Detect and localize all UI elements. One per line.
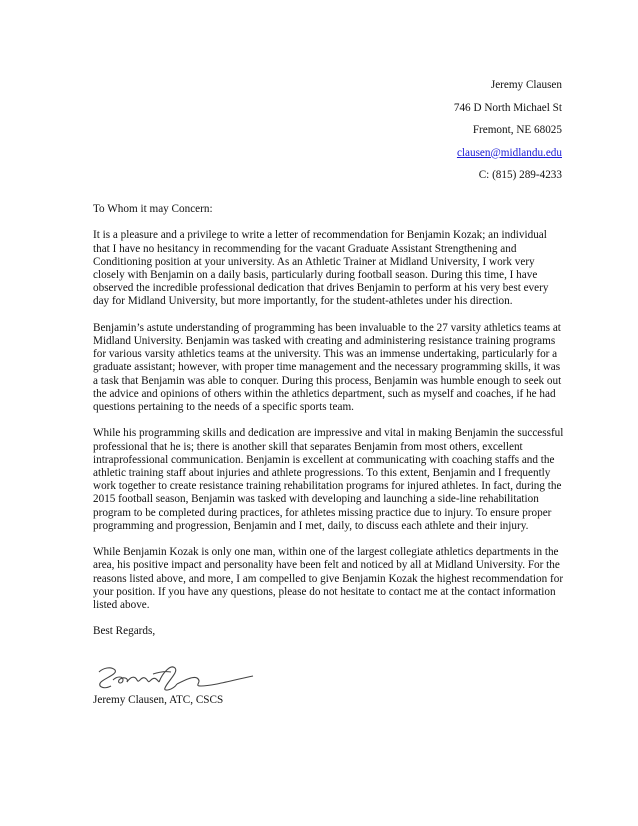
handwritten-signature bbox=[93, 660, 263, 696]
signer-name: Jeremy Clausen, ATC, CSCS bbox=[93, 694, 224, 706]
salutation: To Whom it may Concern: bbox=[93, 203, 213, 215]
closing: Best Regards, bbox=[93, 625, 156, 638]
sender-email-link[interactable]: clausen@midlandu.edu bbox=[456, 146, 562, 159]
paragraph-3: While his programming skills and dedication are impressive and vital in making Benjamin the successful professional that he is; there is another skill that separates Benjamin from most others, excellent intraprofessional communication. Benjamin is excellent at communicating with coaching staffs and the athletic training staff about injuries and athlete progressions. To this extent, Benjamin and I frequently work together to create resistance training rehabilitation programs for injured athletes. In fact, during the 2015 football season, Benjamin was tasked with developing and launching a side-line rehabilitation program to be completed during practices, for athletes missing practice due to injury. To ensure proper programming and progression, Benjamin and I met, daily, to discuss each athlete and their injury. bbox=[93, 427, 564, 532]
sender-address-block bbox=[454, 74, 562, 187]
sender-street: 746 D North Michael St bbox=[453, 101, 562, 114]
sender-phone: C: (815) 289-4233 bbox=[478, 169, 562, 181]
letter-body bbox=[93, 203, 565, 652]
sender-name: Jeremy Clausen bbox=[490, 79, 562, 91]
paragraph-1: It is a pleasure and a privilege to write a letter of recommendation for Benjamin Kozak; an individual that I have no hesitancy in recommending for the vacant Graduate Assistant Strengthening and Conditioning position at your university. As an Athletic Trainer at Midland University, I work very closely with Benjamin on a daily basis, particularly during football season. During this time, I have observed the incredible professional dedication that drives Benjamin to perform at his very best every day for Midland University, but more importantly, for the student-athletes under his direction. bbox=[93, 229, 549, 308]
paragraph-4: While Benjamin Kozak is only one man, within one of the largest collegiate athletics departments in the area, his positive impact and personality have been felt and noticed by all at Midland University. For the reasons listed above, and more, I am compelled to give Benjamin Kozak the highest recommendation for your position. If you have any questions, please do not hesitate to contact me at the contact information listed above. bbox=[93, 546, 564, 612]
paragraph-2: Benjamin’s astute understanding of programming has been invaluable to the 27 varsity athletics teams at Midland University. Benjamin was tasked with creating and administering resistance training programs for various varsity athletics teams at the university. This was an immense undertaking, particularly for a graduate assistant; however, with proper time management and the necessary programming skills, it was a task that Benjamin was able to conquer. During this process, Benjamin was humble enough to seek out the advice and opinions of others within the athletics department, such as myself and coaches, if he had questions pertaining to the needs of a specific sports team. bbox=[93, 321, 562, 414]
sender-city: Fremont, NE 68025 bbox=[472, 124, 562, 136]
